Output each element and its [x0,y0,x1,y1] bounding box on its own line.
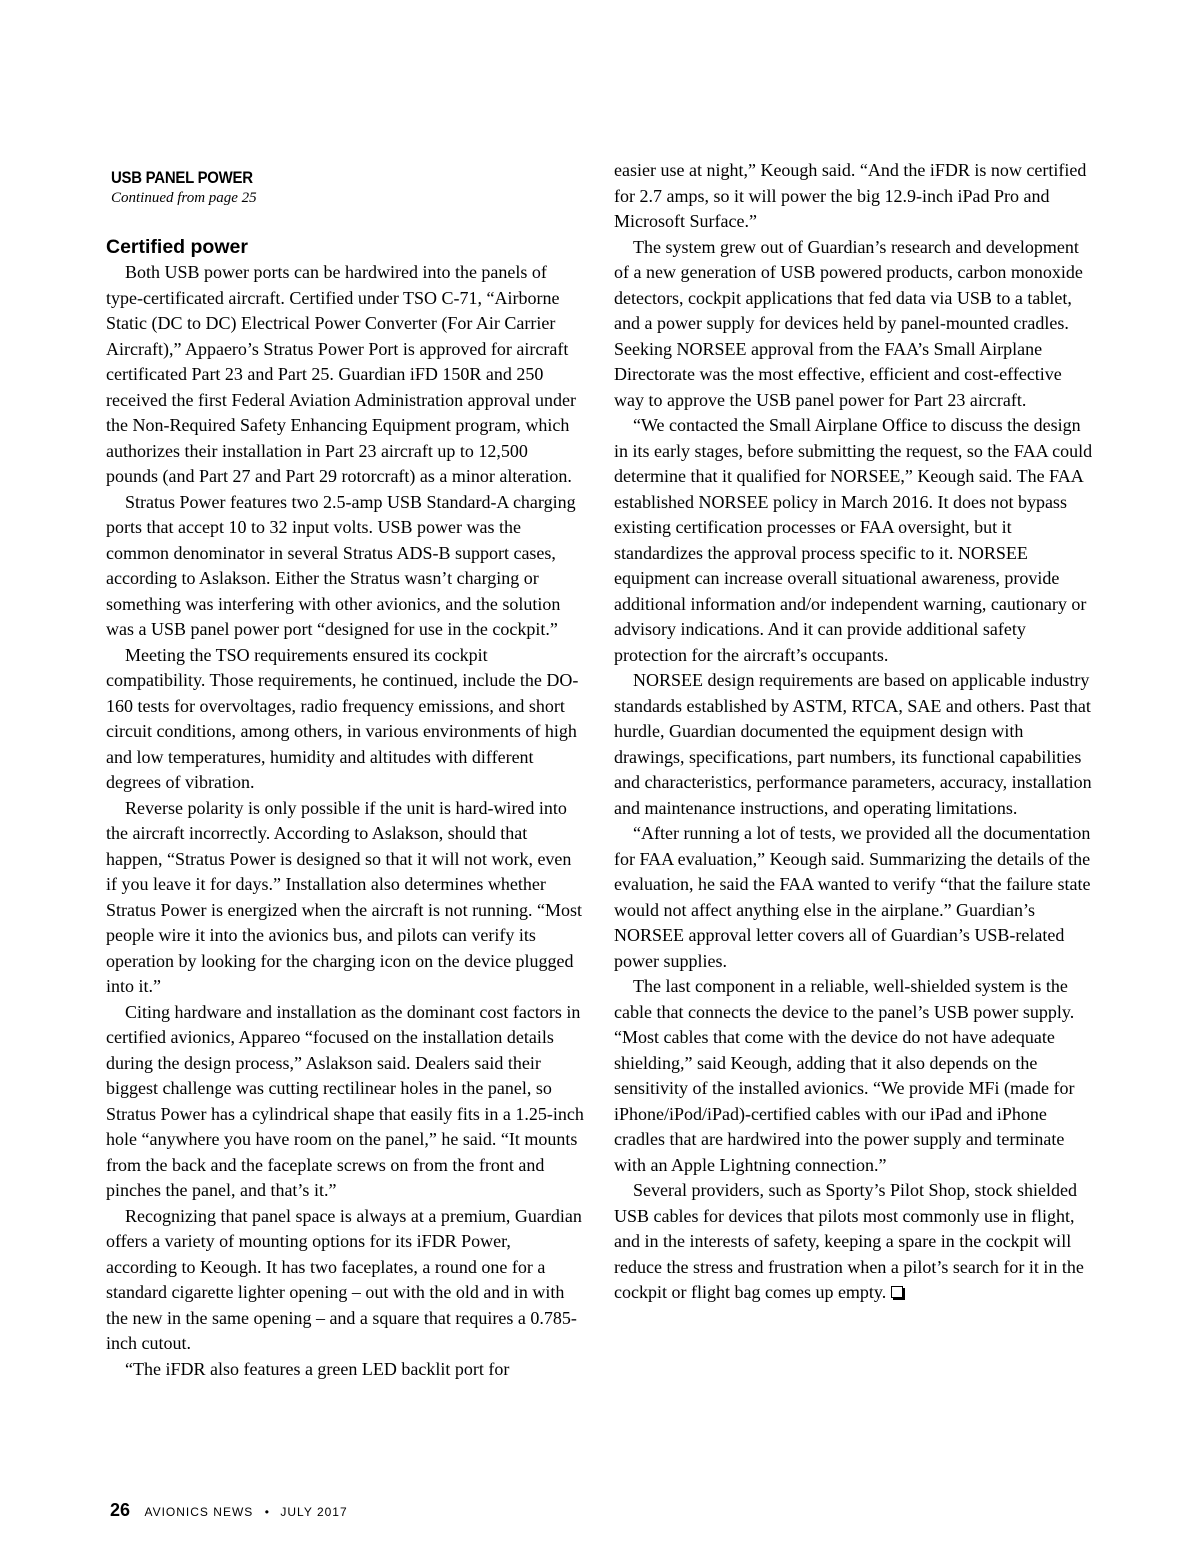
left-column [106,234,584,1382]
paragraph: Stratus Power features two 2.5-amp USB Standard-A charging ports that accept 10 to 32 input volts. USB power was the common denominator in several Stratus ADS-B support cases, according to Aslakson. Either the Stratus wasn’t charging or something was interfering with other avionics, and the solution was a USB panel power port “designed for use in the cockpit.” [106,491,576,639]
paragraph: NORSEE design requirements are based on applicable industry standards established by ASTM, RTCA, SAE and others. Past that hurdle, Guardian documented the equipment design with drawings, specifications, part numbers, its functional capabilities and characteristics, performance parameters, accuracy, installation and maintenance instructions, and operating limitations. [614,670,1092,818]
paragraph-text: Several providers, such as Sporty’s Pilot Shop, stock shielded USB cables for devices that pilots most commonly use in flight, and in the interests of safety, keeping a spare in the cockpit will reduce the stress and frustration when a pilot’s search for it in the cockpit or flight bag comes up empty. [614,1180,1084,1302]
section-heading: Certified power [106,236,248,258]
paragraph: Citing hardware and installation as the dominant cost factors in certified avionics, Appareo “focused on the installation details during the design process,” Aslakson said. Dealers said their biggest challenge was cutting rectilinear holes in the panel, so Stratus Power has a cylindrical shape that easily fits in a 1.25-inch hole “anywhere you have room on the panel,” he said. “It mounts from the back and the faceplate screws on from the front and pinches the panel, and that’s it.” [106,1001,584,1200]
section-kicker: USB PANEL POWER [111,168,253,187]
final-paragraph [614,1178,1096,1306]
paragraph: Meeting the TSO requirements ensured its cockpit compatibility. Those requirements, he continued, include the DO-160 tests for overvoltages, radio frequency emissions, and short circuit conditions, among others, in various environments of high and low temperatures, humidity and altitudes with different degrees of vibration. [106,644,579,792]
paragraph: Reverse polarity is only possible if the unit is hard-wired into the aircraft incorrectly. According to Aslakson, should that happen, “Stratus Power is designed so that it will not work, even if you leave it for days.” Installation also determines whether Stratus Power is energized when the aircraft is not running. “Most people wire it into the avionics bus, and pilots can verify its operation by looking for the charging icon on the device plugged into it.” [106,797,583,996]
paragraph: The system grew out of Guardian’s research and development of a new generation of USB powered products, carbon monoxide detectors, cockpit applications that fed data via USB to a tablet, and a power supply for devices held by panel-mounted cradles. Seeking NORSEE approval from the FAA’s Small Airplane Directorate was the most effective, efficient and cost-effective way to approve the USB panel power for Part 23 aircraft. [614,236,1083,410]
page-footer [110,1500,348,1521]
right-column [614,158,1096,1306]
paragraph-continuation: easier use at night,” Keough said. “And the iFDR is now certified for 2.7 amps, so it will power the big 12.9-inch iPad Pro and Microsoft Surface.” [614,160,1087,231]
issue-date: JULY 2017 [280,1505,348,1519]
continued-note: Continued from page 25 [111,190,257,206]
page-number: 26 [110,1500,131,1520]
paragraph: “We contacted the Small Airplane Office to discuss the design in its early stages, before submitting the request, so the FAA could determine that it qualified for NORSEE,” Keough said. The FAA established NORSEE policy in March 2016. It does not bypass existing certification processes or FAA oversight, but it standardizes the approval process specific to it. NORSEE equipment can increase overall situational awareness, provide additional information and/or independent warning, cautionary or advisory indications. And it can provide additional safety protection for the aircraft’s occupants. [614,415,1093,665]
paragraph: Recognizing that panel space is always at a premium, Guardian offers a variety of mounting options for its iFDR Power, according to Keough. It has two faceplates, a round one for a standard cigarette lighter opening – out with the old and in with the new in the same opening – and a square that requires a 0.785-inch cutout. [106,1205,582,1353]
end-mark-icon [891,1286,903,1298]
publication-name: AVIONICS NEWS [144,1505,254,1519]
footer-separator: • [264,1505,269,1519]
paragraph: The last component in a reliable, well-shielded system is the cable that connects the device to the panel’s USB power supply. “Most cables that come with the device do not have adequate shielding,” said Keough, adding that it also depends on the sensitivity of the installed avionics. “We provide MFi (made for iPhone/iPod/iPad)-certified cables with our iPad and iPhone cradles that are hardwired into the power supply and terminate with an Apple Lightning connection.” [614,976,1075,1175]
paragraph: Both USB power ports can be hardwired into the panels of type-certificated aircraft. Certified under TSO C-71, “Airborne Static (DC to DC) Electrical Power Converter (For Air Carrier Aircraft),” Appaero’s Stratus Power Port is approved for aircraft certificated Part 23 and Part 25. Guardian iFD 150R and 250 received the first Federal Aviation Administration approval under the Non-Required Safety Enhancing Equipment program, which authorizes their installation in Part 23 aircraft up to 12,500 pounds (and Part 27 and Part 29 rotorcraft) as a minor alteration. [106,262,577,486]
paragraph: “After running a lot of tests, we provided all the documentation for FAA evaluation,” Keough said. Summarizing the details of the evaluation, he said the FAA wanted to verify “that the failure state would not affect anything else in the airplane.” Guardian’s NORSEE approval letter covers all of Guardian’s USB-related power supplies. [614,823,1091,971]
paragraph: “The iFDR also features a green LED backlit port for [125,1358,510,1379]
